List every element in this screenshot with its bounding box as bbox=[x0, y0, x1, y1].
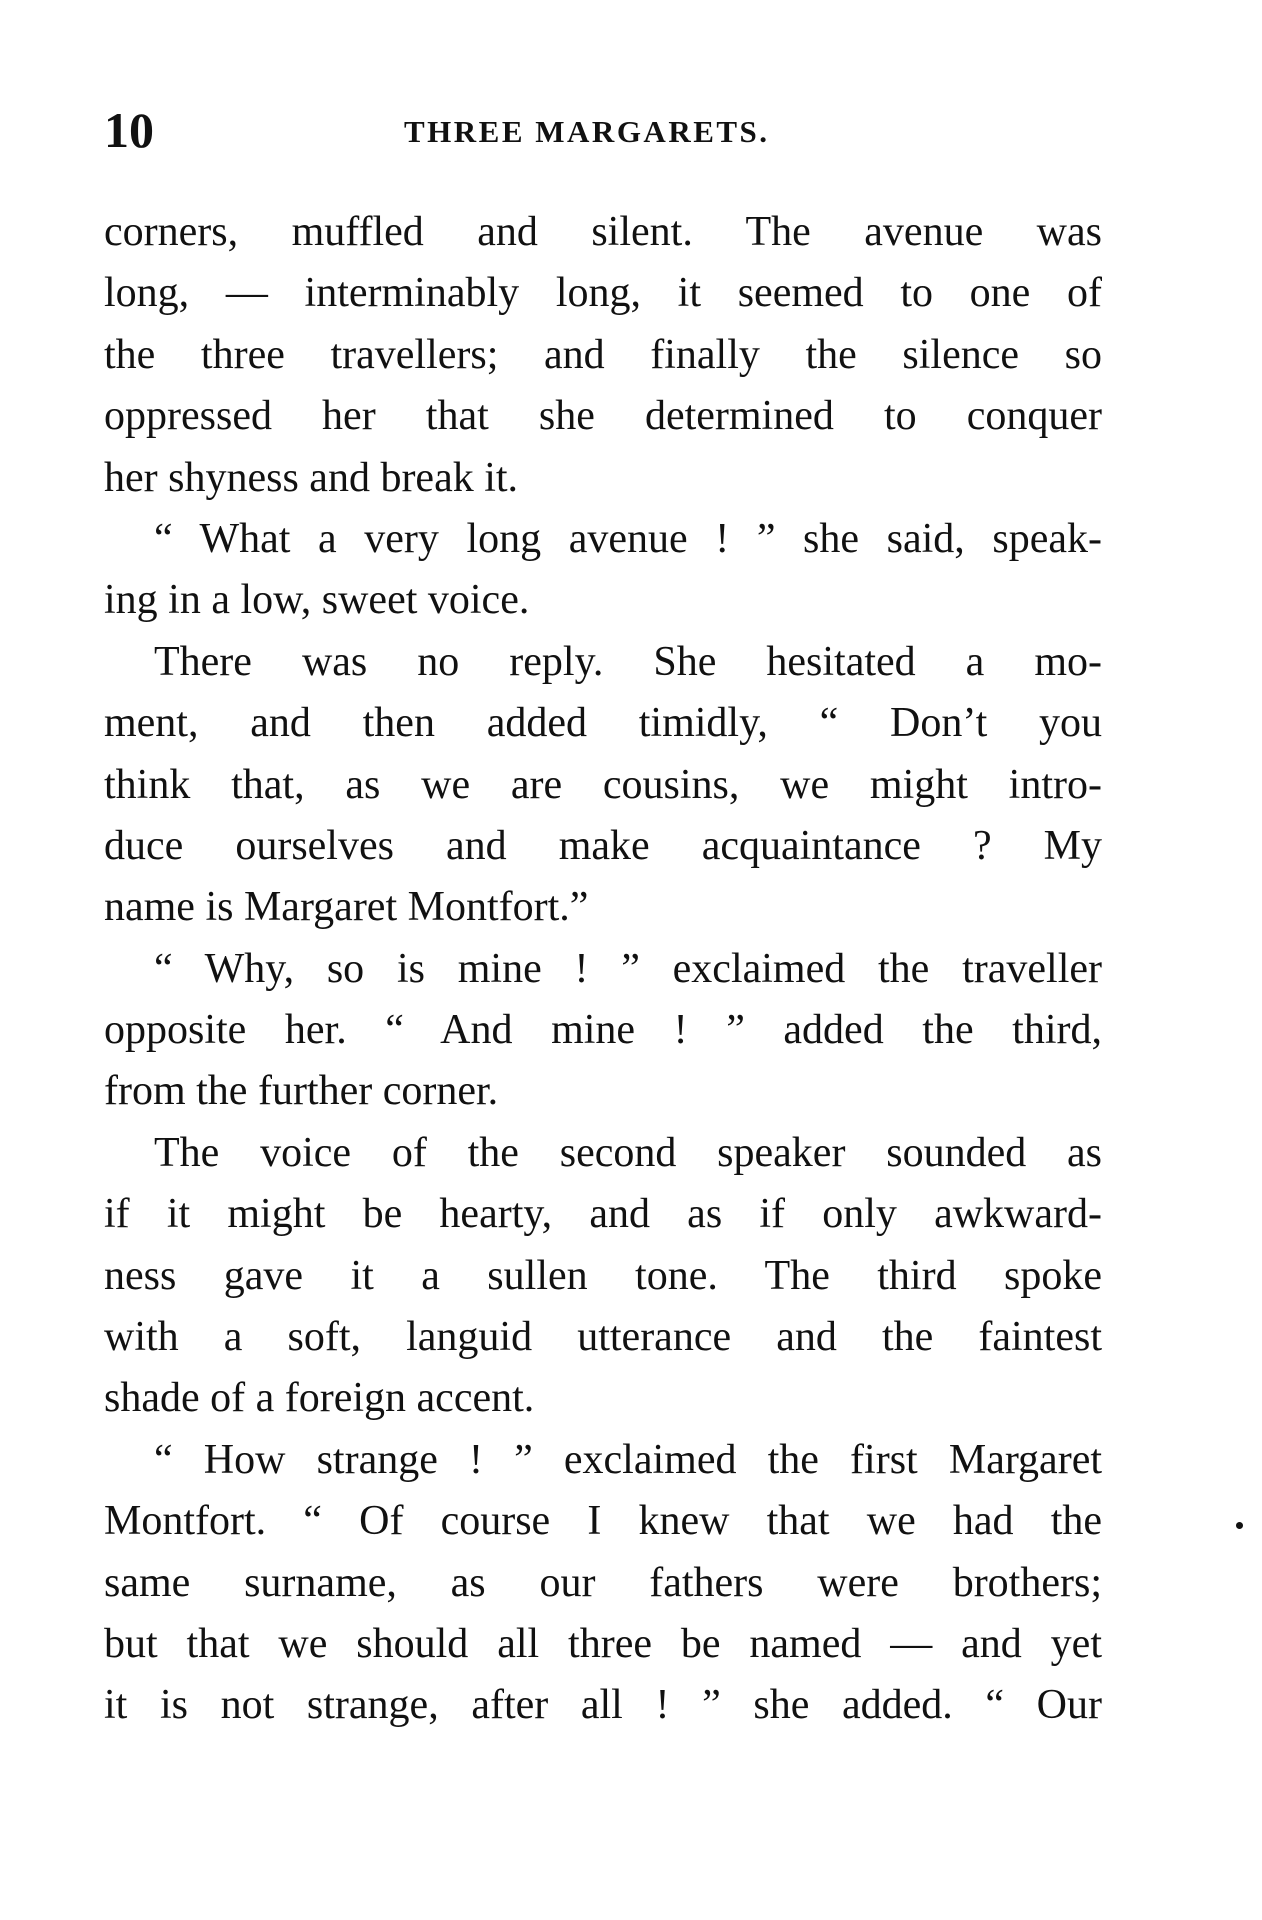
text-line: her shyness and break it. bbox=[104, 454, 519, 501]
text-line: Montfort. “ Of course I knew that we had the bbox=[104, 1498, 1102, 1545]
text-line: name is Margaret Montfort.” bbox=[104, 884, 589, 931]
text-line: if it might be hearty, and as if only awkward- bbox=[104, 1191, 1102, 1238]
text-line: corners, muffled and silent. The avenue was bbox=[104, 209, 1102, 255]
text-line: shade of a foreign accent. bbox=[104, 1375, 535, 1422]
text-line: opposite her. “ And mine ! ” added the third, bbox=[104, 1007, 1102, 1054]
running-head bbox=[104, 100, 1102, 160]
text-line: There was no reply. She hesitated a mo- bbox=[154, 638, 1102, 685]
text-line: but that we should all three be named — and yet bbox=[104, 1620, 1102, 1667]
text-line: oppressed her that she determined to conquer bbox=[104, 393, 1102, 440]
text-line: “ How strange ! ” exclaimed the first Margaret bbox=[154, 1436, 1102, 1483]
text-line: duce ourselves and make acquaintance ? My bbox=[104, 822, 1102, 869]
text-line: long, — interminably long, it seemed to one of bbox=[104, 270, 1102, 317]
body-text bbox=[104, 202, 1102, 1737]
ink-speck bbox=[1236, 1522, 1243, 1529]
text-line: the three travellers; and finally the silence so bbox=[104, 331, 1102, 378]
text-line: with a soft, languid utterance and the faintest bbox=[104, 1314, 1102, 1361]
text-line: think that, as we are cousins, we might intro- bbox=[104, 761, 1102, 808]
page-number: 10 bbox=[104, 102, 154, 158]
text-line: ing in a low, sweet voice. bbox=[104, 577, 530, 624]
text-line: “ What a very long avenue ! ” she said, speak- bbox=[154, 515, 1102, 562]
text-line: The voice of the second speaker sounded as bbox=[154, 1129, 1102, 1176]
text-line: ment, and then added timidly, “ Don’t you bbox=[104, 700, 1102, 747]
text-line: “ Why, so is mine ! ” exclaimed the traveller bbox=[154, 945, 1102, 992]
running-title: THREE MARGARETS. bbox=[404, 114, 770, 149]
text-line: it is not strange, after all ! ” she added. “ Our bbox=[104, 1682, 1102, 1729]
text-line: same surname, as our fathers were brothers; bbox=[104, 1559, 1102, 1606]
text-line: ness gave it a sullen tone. The third spoke bbox=[104, 1252, 1102, 1299]
text-line: from the further corner. bbox=[104, 1068, 499, 1115]
